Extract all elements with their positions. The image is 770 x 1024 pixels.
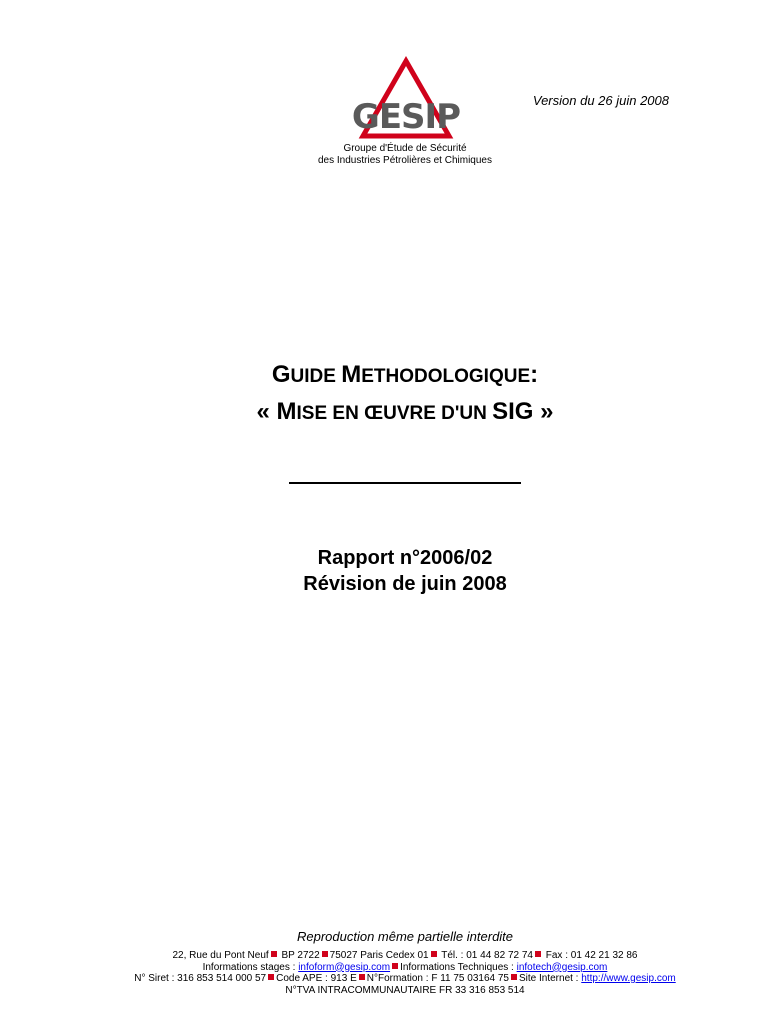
footer-row-tva: N°TVA INTRACOMMUNAUTAIRE FR 33 316 853 514 xyxy=(285,984,525,996)
org-line-1: Groupe d'Étude de Sécurité xyxy=(343,143,467,154)
stages-label: Informations stages : xyxy=(202,961,296,973)
title-divider xyxy=(289,482,521,484)
bullet-square-icon xyxy=(392,963,398,969)
bullet-square-icon xyxy=(322,951,328,957)
bullet-square-icon xyxy=(359,974,365,980)
title-line-1 xyxy=(100,358,710,395)
footer-contact xyxy=(40,950,770,996)
title-segment: : xyxy=(530,361,539,388)
title-segment: ISE EN ŒUVRE D'UN xyxy=(296,403,493,424)
title-segment: M xyxy=(341,361,362,388)
fax: Fax : 01 42 21 32 86 xyxy=(545,950,638,961)
triangle-logo-icon xyxy=(351,58,461,142)
gesip-logo xyxy=(351,58,461,142)
tech-email-link[interactable]: infotech@gesip.com xyxy=(516,961,608,973)
formation-number: N°Formation : F 11 75 03164 75 xyxy=(366,973,509,984)
stages-email-link[interactable]: infoform@gesip.com xyxy=(298,961,391,973)
organization-name xyxy=(285,143,525,167)
telephone: Tél. : 01 44 82 72 74 xyxy=(441,950,533,961)
bullet-square-icon xyxy=(535,951,541,957)
version-date: Version du 26 juin 2008 xyxy=(532,93,669,108)
org-line-2: des Industries Pétrolières et Chimiques xyxy=(318,155,492,166)
bp: BP 2722 xyxy=(281,950,320,961)
report-revision: Révision de juin 2008 xyxy=(303,573,507,595)
report-number: Rapport n°2006/02 xyxy=(317,547,493,569)
bullet-square-icon xyxy=(511,974,517,980)
city: 75027 Paris Cedex 01 xyxy=(329,950,429,961)
title-segment: ETHODOLOGIQUE xyxy=(361,366,531,387)
title-segment: G xyxy=(271,361,291,388)
title-segment: SIG xyxy=(492,398,534,425)
logo-wordmark: GESIP xyxy=(351,97,461,137)
title-segment: M xyxy=(276,398,297,425)
bullet-square-icon xyxy=(431,951,437,957)
document-title xyxy=(100,358,710,432)
site-label: Site Internet : xyxy=(518,973,579,984)
title-segment: UIDE xyxy=(290,366,342,387)
reproduction-notice: Reproduction même partielle interdite xyxy=(296,929,514,944)
ape-code: Code APE : 913 E xyxy=(276,973,357,984)
siret: N° Siret : 316 853 514 000 57 xyxy=(134,973,267,984)
title-segment: « xyxy=(256,398,277,425)
bullet-square-icon xyxy=(268,974,274,980)
title-segment: » xyxy=(533,398,554,425)
tech-label: Informations Techniques : xyxy=(400,961,514,973)
bullet-square-icon xyxy=(271,951,277,957)
footer-row-address xyxy=(40,950,770,962)
footer-row-info xyxy=(40,962,770,974)
report-info xyxy=(155,545,655,597)
website-link[interactable]: http://www.gesip.com xyxy=(581,973,676,984)
address: 22, Rue du Pont Neuf xyxy=(172,950,269,961)
title-line-2 xyxy=(100,395,710,432)
footer-row-legal xyxy=(40,973,770,985)
